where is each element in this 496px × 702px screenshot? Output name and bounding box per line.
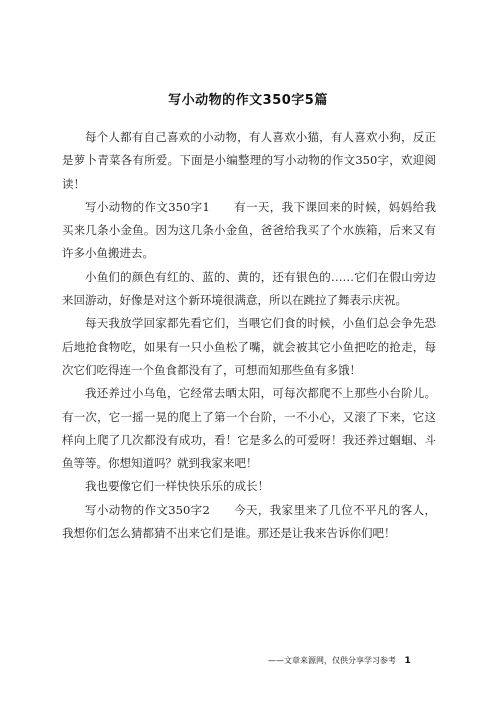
page-footer: [268, 655, 411, 666]
paragraph-feeding: 每天我放学回家都先看它们，当喂它们食的时候，小鱼们总会争先恐后地抢食物吃，如果有一只小鱼松了嘴，就会被其它小鱼把吃的抢走，每次它们吃得连一个鱼食都没有了，可想而知那些鱼有多饿！: [62, 316, 436, 377]
paragraph-turtle: 我还养过小乌龟，它经常去晒太阳，可每次都爬不上那些小台阶儿。有一次，它一摇一晃的爬上了第一个台阶，一不小心，又滚了下来，它这样向上爬了几次都没有成功，看！它是多么的可爱呀！我还养过蝈蝈、斗鱼等等。你想知道吗？就到我家来吧！: [62, 386, 436, 471]
paragraph-grow-up: 我也要像它们一样快快乐乐的成长！: [85, 479, 269, 494]
paragraph-fish-colors: 小鱼们的颜色有红的、蓝的、黄的，还有银色的……它们在假山旁边来回游动，好像是对这个新环境很满意，所以在跳拉了舞表示庆祝。: [62, 269, 436, 308]
paragraph-essay2-start: 写小动物的作文350字2 今天，我家里来了几位不平凡的客人，我想你们怎么猜都猜不出来它们是谁。那还是让我来告诉你们吧！: [62, 502, 436, 541]
article-body: [62, 126, 436, 545]
paragraph-intro: 每个人都有自己喜欢的小动物，有人喜欢小猫，有人喜欢小狗，反正是萝卜青菜各有所爱。下面是小编整理的写小动物的作文350字，欢迎阅读！: [62, 130, 436, 191]
paragraph-essay1-start: 写小动物的作文350字1 有一天，我下课回来的时候，妈妈给我买来几条小金鱼。因为这几条小金鱼，爸爸给我买了个水族箱，后来又有许多小鱼搬进去。: [62, 199, 436, 261]
page-title: 写小动物的作文350字5篇: [168, 93, 328, 108]
source-note: ——文章来源网，仅供分享学习参考: [268, 656, 396, 665]
page-number: 1: [404, 656, 411, 666]
